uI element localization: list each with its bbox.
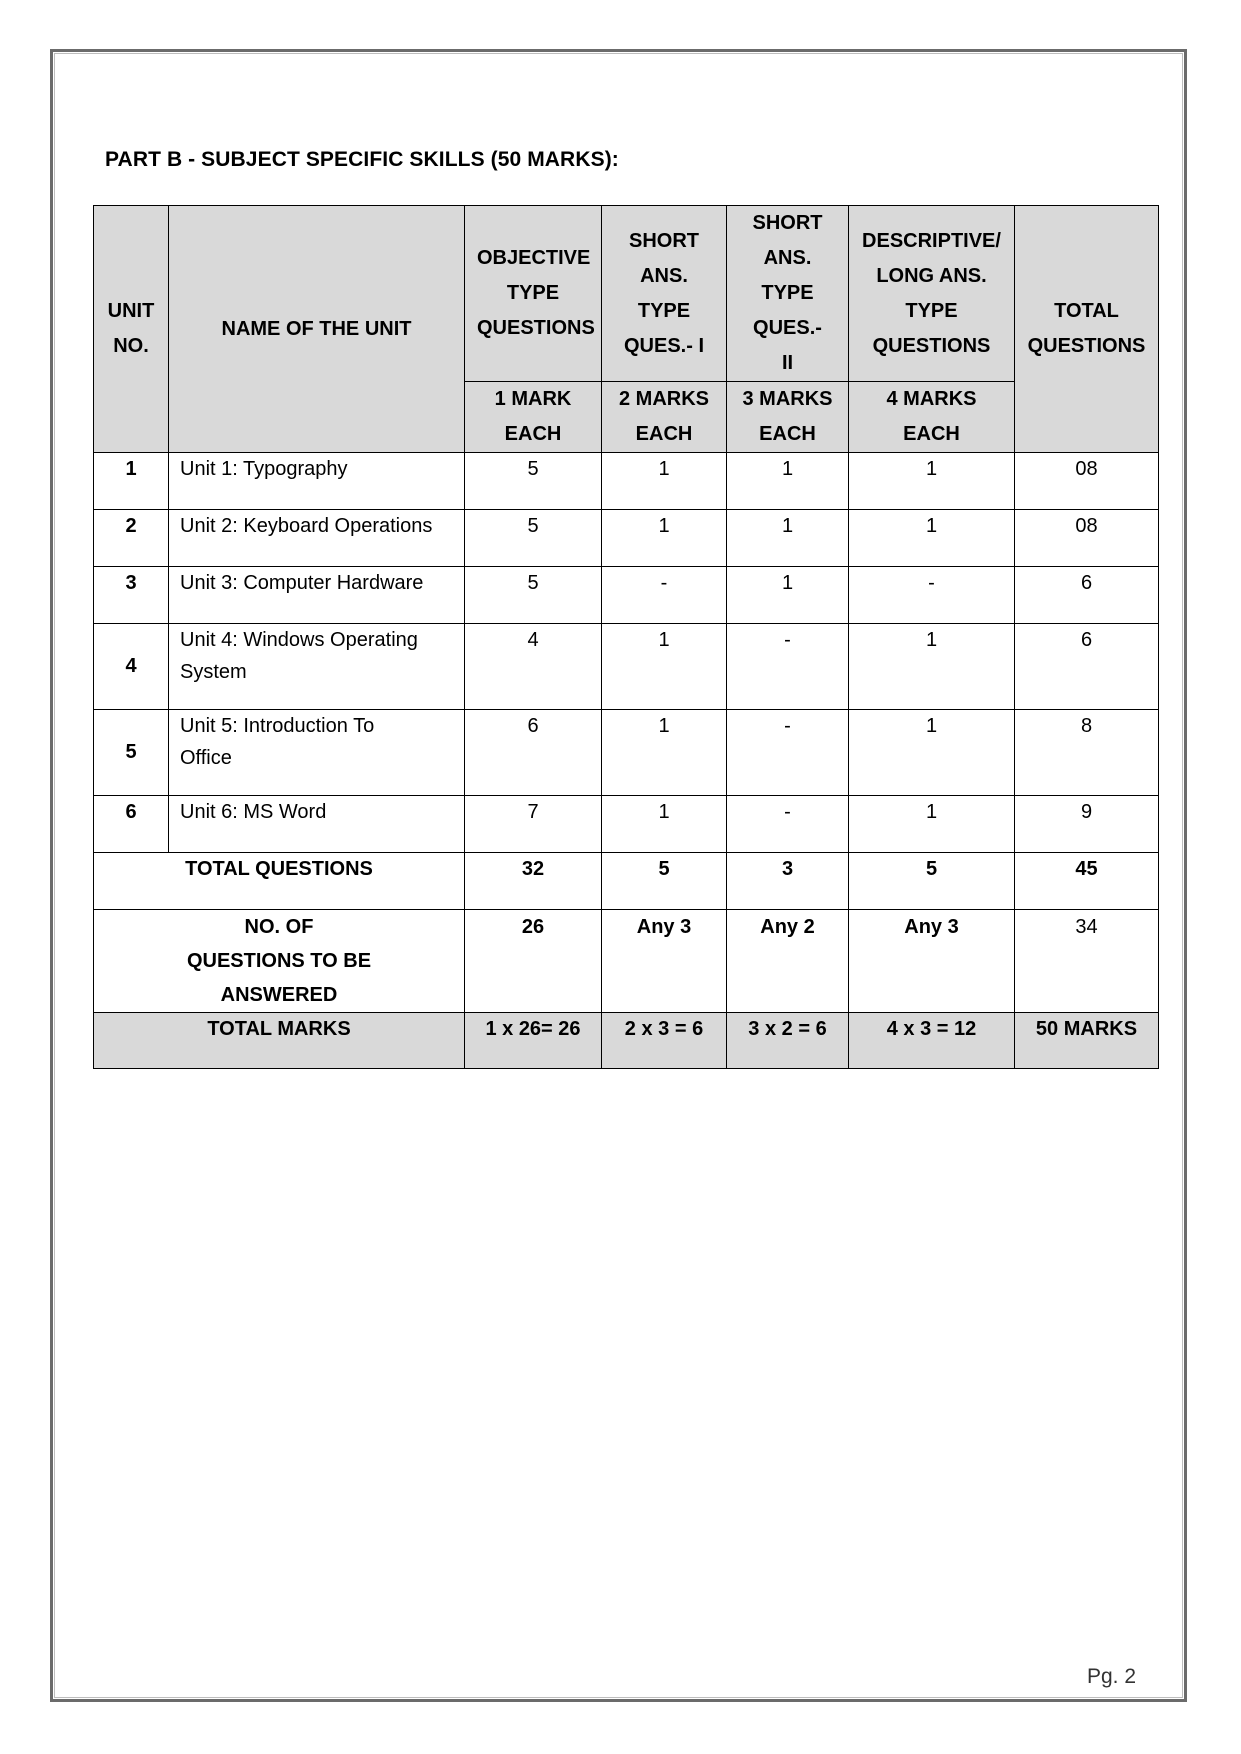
marks-total: 50 MARKS [1015,1013,1159,1069]
objective-count: 7 [465,796,602,853]
objective-count: 5 [465,510,602,567]
unit-name: Unit 3: Computer Hardware [169,567,465,624]
descriptive-count: 1 [849,796,1015,853]
descriptive-count: 1 [849,710,1015,796]
short2-count: 1 [727,567,849,624]
objective-count: 6 [465,710,602,796]
descriptive-count: 1 [849,624,1015,710]
header-total: TOTAL QUESTIONS [1015,206,1159,453]
short2-count: 1 [727,510,849,567]
marks-header-short-2: 3 MARKS EACH [727,382,849,453]
short1-count: 1 [602,453,727,510]
total-count: 9 [1015,796,1159,853]
descriptive-count: 1 [849,453,1015,510]
short1-count: - [602,567,727,624]
marks-descriptive: 4 x 3 = 12 [849,1013,1015,1069]
total-marks-label: TOTAL MARKS [94,1013,465,1069]
section-heading: PART B - SUBJECT SPECIFIC SKILLS (50 MARKS): [105,148,619,171]
total-objective: 32 [465,853,602,910]
marks-header-descriptive: 4 MARKS EACH [849,382,1015,453]
total-count: 08 [1015,510,1159,567]
total-count: 8 [1015,710,1159,796]
short2-count: - [727,624,849,710]
marks-header-objective: 1 MARK EACH [465,382,602,453]
header-unit-name: NAME OF THE UNIT [169,206,465,453]
total-short2: 3 [727,853,849,910]
total-descriptive: 5 [849,853,1015,910]
objective-count: 4 [465,624,602,710]
short1-count: 1 [602,510,727,567]
answer-objective: 26 [465,910,602,1013]
total-short1: 5 [602,853,727,910]
table-row [94,510,1159,567]
unit-name: Unit 6: MS Word [169,796,465,853]
unit-name: Unit 2: Keyboard Operations [169,510,465,567]
marks-objective: 1 x 26= 26 [465,1013,602,1069]
question-blueprint-table [93,205,1159,1069]
total-count: 6 [1015,567,1159,624]
to-be-answered-row [94,910,1159,1013]
to-be-answered-label: NO. OF QUESTIONS TO BE ANSWERED [94,910,465,1013]
header-unit-no: UNIT NO. [94,206,169,453]
table-row [94,796,1159,853]
header-short-1: SHORT ANS. TYPE QUES.- I [602,206,727,382]
table-row [94,567,1159,624]
marks-short1: 2 x 3 = 6 [602,1013,727,1069]
short2-count: - [727,796,849,853]
short2-count: 1 [727,453,849,510]
descriptive-count: - [849,567,1015,624]
descriptive-count: 1 [849,510,1015,567]
unit-name: Unit 4: Windows Operating System [169,624,465,710]
answer-descriptive: Any 3 [849,910,1015,1013]
page-number: Pg. 2 [1087,1665,1137,1688]
objective-count: 5 [465,453,602,510]
header-descriptive: DESCRIPTIVE/ LONG ANS. TYPE QUESTIONS [849,206,1015,382]
short1-count: 1 [602,796,727,853]
unit-name: Unit 5: Introduction To Office [169,710,465,796]
marks-header-short-1: 2 MARKS EACH [602,382,727,453]
unit-no: 3 [94,567,169,624]
unit-no: 5 [94,710,169,796]
answer-short2: Any 2 [727,910,849,1013]
total-count: 08 [1015,453,1159,510]
answer-short1: Any 3 [602,910,727,1013]
header-objective: OBJECTIVE TYPE QUESTIONS [465,206,602,382]
table-row [94,624,1159,710]
total-questions-label: TOTAL QUESTIONS [94,853,465,910]
short2-count: - [727,710,849,796]
short1-count: 1 [602,624,727,710]
total-count: 6 [1015,624,1159,710]
marks-short2: 3 x 2 = 6 [727,1013,849,1069]
table-row [94,710,1159,796]
unit-no: 2 [94,510,169,567]
header-short-2: SHORT ANS. TYPE QUES.- II [727,206,849,382]
unit-no: 6 [94,796,169,853]
table-row [94,453,1159,510]
short1-count: 1 [602,710,727,796]
answer-total: 34 [1015,910,1159,1013]
total-all: 45 [1015,853,1159,910]
unit-no: 1 [94,453,169,510]
unit-name: Unit 1: Typography [169,453,465,510]
objective-count: 5 [465,567,602,624]
unit-no: 4 [94,624,169,710]
header-row [94,206,1159,382]
total-questions-row [94,853,1159,910]
total-marks-row [94,1013,1159,1069]
